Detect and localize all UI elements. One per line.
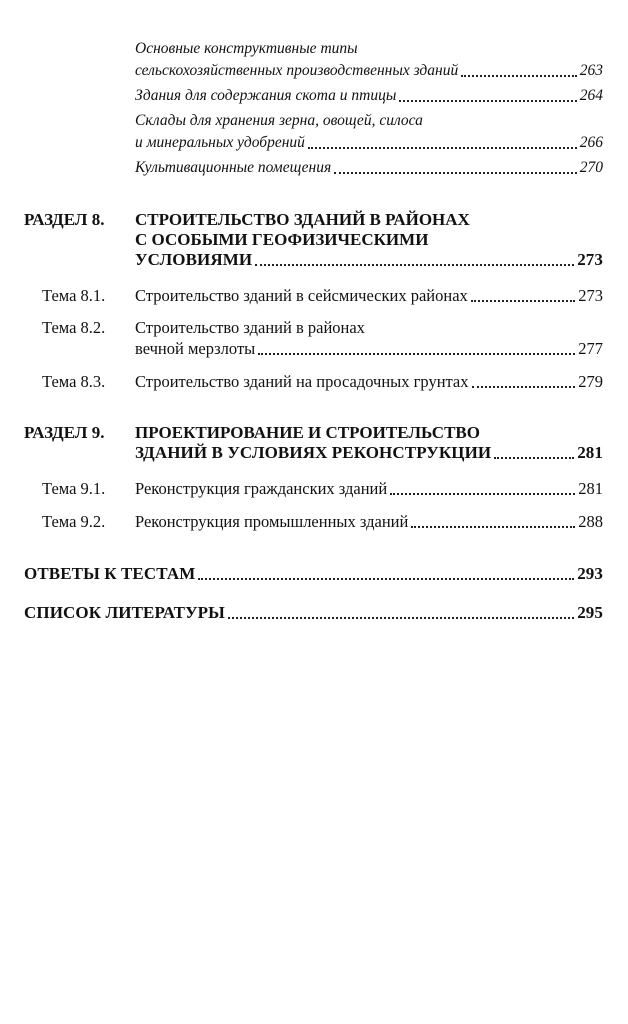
- page-number: 281: [577, 443, 603, 462]
- toc-entry-topic-8-3[interactable]: [135, 372, 603, 392]
- toc-entry-topic-9-2[interactable]: [135, 512, 603, 532]
- topic-9-1-title: Реконструкция гражданских зданий: [135, 479, 388, 498]
- topic-8-3-label: Тема 8.3.: [42, 372, 106, 391]
- topic-9-2-title: Реконструкция промышленных зданий: [135, 512, 409, 531]
- section-8-label: РАЗДЕЛ 8.: [24, 210, 105, 229]
- page-number: 277: [578, 339, 603, 358]
- dot-leader: [390, 493, 575, 495]
- topic-8-3-title: Строительство зданий на просадочных грунтах: [135, 372, 469, 391]
- dot-leader: [399, 100, 576, 102]
- page-number: 279: [578, 372, 603, 391]
- topic-8-2-label: Тема 8.2.: [42, 318, 106, 337]
- toc-entry-sub-3[interactable]: [135, 134, 603, 152]
- page-number: 264: [579, 87, 603, 104]
- page-number: 273: [578, 286, 603, 305]
- toc-sub-1-line2: сельскохозяйственных производственных зданий: [135, 62, 459, 79]
- section-9-title-line2: ЗДАНИЙ В УСЛОВИЯХ РЕКОНСТРУКЦИИ: [135, 443, 492, 462]
- topic-8-1-title: Строительство зданий в сейсмических районах: [135, 286, 468, 305]
- section-8-title-line2: С ОСОБЫМИ ГЕОФИЗИЧЕСКИМИ: [135, 230, 429, 249]
- dot-leader: [411, 526, 575, 528]
- literature-title: СПИСОК ЛИТЕРАТУРЫ: [24, 603, 225, 622]
- page-number: 288: [578, 512, 603, 531]
- dot-leader: [334, 172, 577, 174]
- answers-title: ОТВЕТЫ К ТЕСТАМ: [24, 564, 196, 583]
- topic-8-1-label: Тема 8.1.: [42, 286, 106, 305]
- dot-leader: [472, 386, 576, 388]
- toc-entry-section-9[interactable]: [135, 443, 603, 463]
- dot-leader: [308, 147, 577, 149]
- dot-leader: [461, 75, 577, 77]
- toc-entry-topic-8-2[interactable]: [135, 339, 603, 359]
- topic-9-1-label: Тема 9.1.: [42, 479, 106, 498]
- page-number: 281: [578, 479, 603, 498]
- page-number: 273: [577, 250, 603, 269]
- toc-entry-sub-1[interactable]: [135, 62, 603, 80]
- page-number: 270: [579, 159, 603, 176]
- toc-entry-answers[interactable]: [24, 564, 603, 584]
- toc-entry-topic-9-1[interactable]: [135, 479, 603, 499]
- toc-sub-1-line1: Основные конструктивные типы: [135, 40, 358, 57]
- section-8-title-line1: СТРОИТЕЛЬСТВО ЗДАНИЙ В РАЙОНАХ: [135, 210, 470, 229]
- toc-entry-sub-4[interactable]: [135, 159, 603, 177]
- topic-8-2-title-line1: Строительство зданий в районах: [135, 318, 365, 337]
- page-number: 266: [579, 134, 603, 151]
- page-number: 295: [577, 603, 603, 622]
- dot-leader: [494, 457, 574, 459]
- section-9-title-line1: ПРОЕКТИРОВАНИЕ И СТРОИТЕЛЬСТВО: [135, 423, 480, 442]
- dot-leader: [258, 353, 575, 355]
- toc-entry-topic-8-1[interactable]: [135, 286, 603, 306]
- topic-9-2-label: Тема 9.2.: [42, 512, 106, 531]
- dot-leader: [198, 578, 574, 580]
- section-9-label: РАЗДЕЛ 9.: [24, 423, 105, 442]
- toc-sub-3-line1: Склады для хранения зерна, овощей, силоса: [135, 112, 423, 129]
- section-8-title-line3: УСЛОВИЯМИ: [135, 250, 253, 269]
- page-number: 263: [579, 62, 603, 79]
- toc-entry-section-8[interactable]: [135, 250, 603, 270]
- toc-sub-4-line1: Культивационные помещения: [135, 159, 332, 176]
- dot-leader: [255, 264, 574, 266]
- dot-leader: [471, 300, 575, 302]
- page-number: 293: [577, 564, 603, 583]
- toc-entry-sub-2[interactable]: [135, 87, 603, 105]
- toc-sub-2-line1: Здания для содержания скота и птицы: [135, 87, 397, 104]
- toc-sub-3-line2: и минеральных удобрений: [135, 134, 305, 151]
- dot-leader: [228, 617, 574, 619]
- toc-entry-literature[interactable]: [24, 603, 603, 623]
- topic-8-2-title-line2: вечной мерзлоты: [135, 339, 256, 358]
